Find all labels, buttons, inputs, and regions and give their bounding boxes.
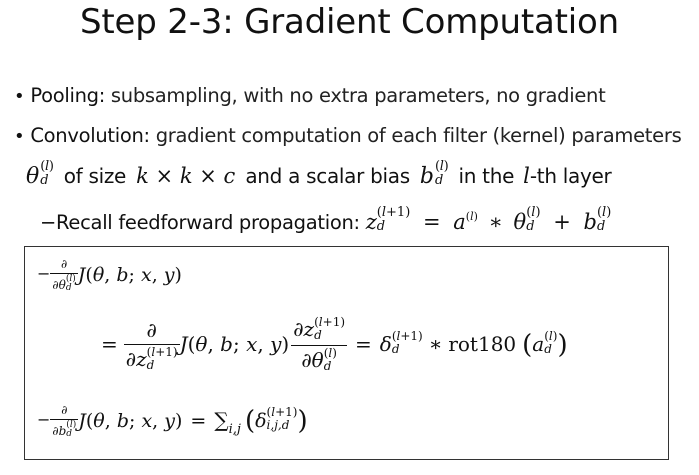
layer-text: -th layer: [529, 164, 612, 189]
recall-dash: −: [40, 211, 57, 235]
partial-b-fraction: ∂ ∂b (l) d: [52, 403, 77, 440]
convolution-text: gradient computation of each filter (kernel) parameters: [149, 124, 682, 147]
bullet-dot: •: [14, 86, 25, 107]
size-expression: k × k × c: [136, 164, 236, 189]
theta-gradient-lhs: − ∂ ∂θ (l) d J(θ, b; x, y): [37, 257, 182, 294]
pooling-text: subsampling, with no extra parameters, no gradient: [105, 84, 606, 107]
bullet-dot: •: [14, 126, 25, 147]
of-size-text: of size: [63, 164, 127, 189]
recall-line: [40, 205, 612, 237]
recall-text: Recall feedforward propagation:: [56, 211, 366, 235]
layer-l-symbol: l: [523, 164, 530, 189]
feedforward-equation: z (l+1) d = $a^{(l)}$ ∗ θ (l) d + b (l) d: [365, 205, 612, 235]
rot180-operator: rot180: [448, 332, 517, 357]
partial-z-fraction: ∂ ∂z (l+1) d: [125, 318, 178, 372]
scalar-bias-text: and a scalar bias: [245, 164, 410, 189]
gradient-derivation-box: [24, 246, 669, 460]
dz-dtheta-fraction: ∂z (l+1) d ∂θ (l) d: [293, 314, 346, 373]
in-the-text: in the: [458, 164, 515, 189]
bias-gradient-equation: − ∂ ∂b (l) d J(θ, b; x, $y) = \sum_{i,j}$ (δ (l+1) i,j,d ): [37, 403, 308, 440]
bias-indices: (l) d: [434, 159, 449, 188]
bias-symbol: b: [419, 164, 434, 190]
partial-theta-fraction: ∂ ∂θ (l) d: [52, 257, 76, 294]
theta-indices: (l) d: [40, 159, 54, 188]
convolution-term: Convolution:: [30, 124, 150, 147]
conv-detail-line: [26, 159, 612, 191]
slide-title: Step 2-3: Gradient Computation: [80, 2, 619, 42]
bullet-pooling: [14, 86, 605, 106]
chain-rule-equation: = ∂ ∂z (l+1) d J(θ, b; x, y) ∂z (l+1) d ∂θ (l) d = δ (l+1) d ∗ rot180 (a (l) d ): [101, 314, 568, 373]
pooling-term: Pooling:: [30, 84, 105, 107]
bullet-convolution: [14, 126, 681, 146]
theta-symbol: θ: [26, 164, 40, 190]
